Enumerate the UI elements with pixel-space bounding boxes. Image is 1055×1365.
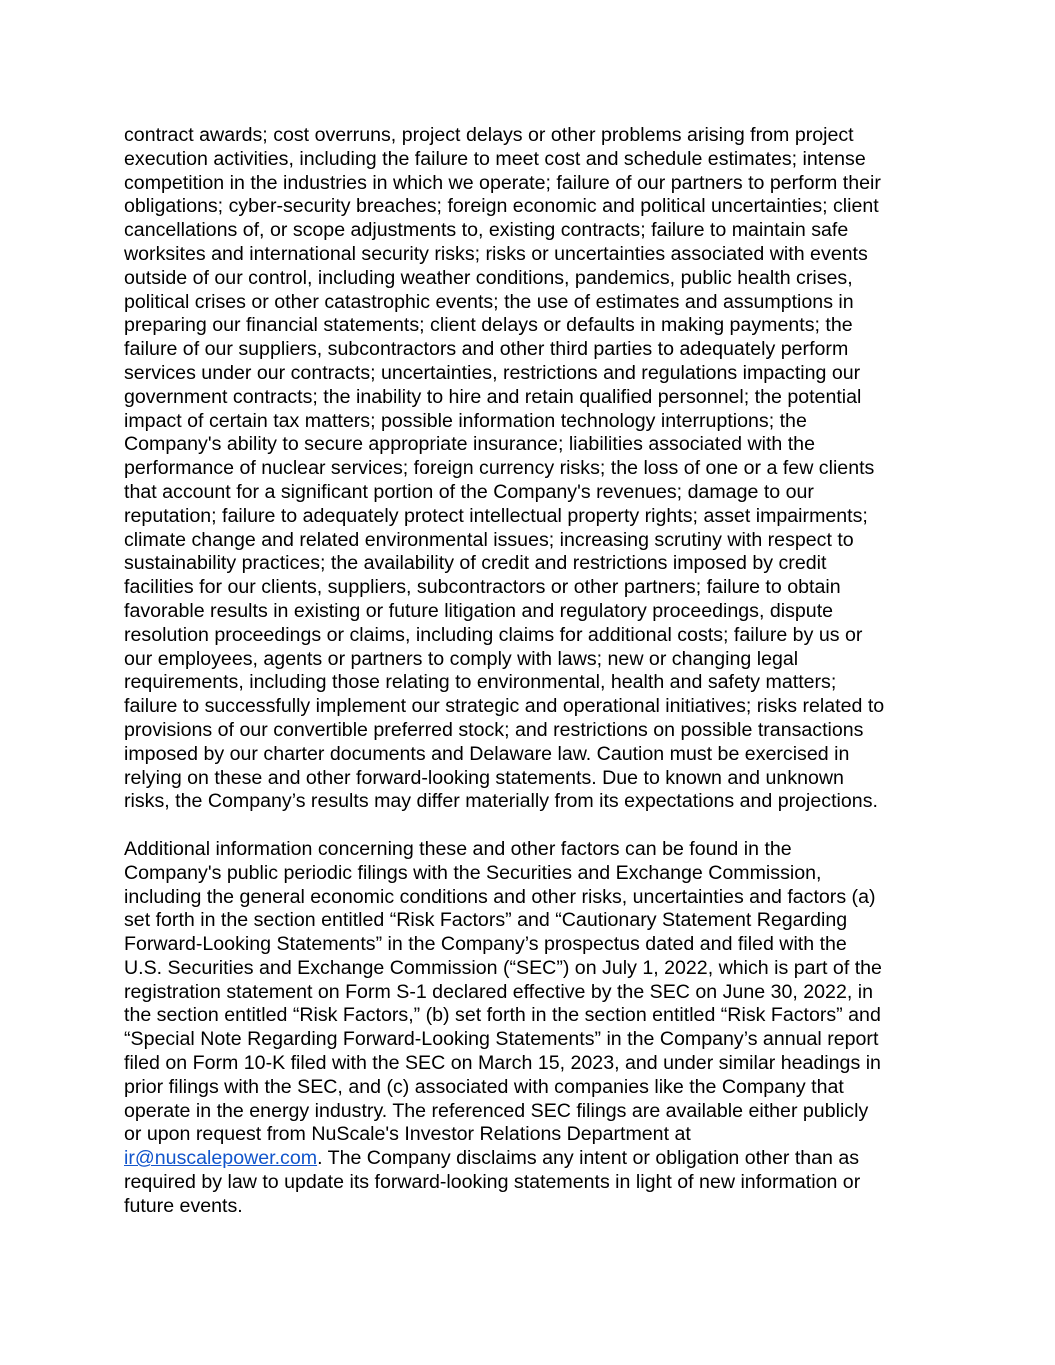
email-line-text: . The Company disclaims any intent or obligation other than as	[317, 1147, 860, 1170]
text-line: services under our contracts; uncertainties, restrictions and regulations impacting our	[124, 361, 861, 384]
text-line: contract awards; cost overruns, project delays or other problems arising from project	[124, 124, 854, 146]
text-line: the section entitled “Risk Factors,” (b) set forth in the section entitled “Risk Factors” and	[124, 1004, 881, 1027]
text-line: government contracts; the inability to hire and retain qualified personnel; the potential	[124, 385, 862, 408]
text-line: “Special Note Regarding Forward-Looking Statements” in the Company’s annual report	[124, 1028, 879, 1051]
additional-information-paragraph	[124, 838, 934, 1219]
text-line: or upon request from NuScale's Investor Relations Department at	[124, 1123, 691, 1146]
text-line: preparing our financial statements; client delays or defaults in making payments; the	[124, 314, 853, 337]
text-line: provisions of our convertible preferred stock; and restrictions on possible transactions	[124, 718, 864, 741]
text-line: worksites and international security risks; risks or uncertainties associated with events	[124, 242, 868, 265]
text-line: execution activities, including the failure to meet cost and schedule estimates; intense	[124, 147, 866, 170]
text-line: failure to successfully implement our strategic and operational initiatives; risks related to	[124, 695, 885, 718]
forward-looking-risks-paragraph	[124, 124, 934, 814]
text-line: that account for a significant portion of the Company's revenues; damage to our	[124, 480, 814, 503]
text-line: sustainability practices; the availability of credit and restrictions imposed by credit	[124, 552, 827, 575]
text-line: requirements, including those relating to environmental, health and safety matters;	[124, 671, 837, 694]
text-line: favorable results in existing or future litigation and regulatory proceedings, dispute	[124, 599, 834, 622]
text-line: set forth in the section entitled “Risk Factors” and “Cautionary Statement Regarding	[124, 909, 848, 932]
text-line: cancellations of, or scope adjustments to, existing contracts; failure to maintain safe	[124, 219, 849, 242]
text-line: outside of our control, including weather conditions, pandemics, public health crises,	[124, 266, 853, 289]
paragraph-gap	[124, 814, 934, 838]
text-line: future events.	[124, 1194, 243, 1217]
text-line: performance of nuclear services; foreign currency risks; the loss of one or a few clients	[124, 457, 875, 480]
text-line: prior filings with the SEC, and (c) associated with companies like the Company that	[124, 1075, 844, 1098]
text-line: registration statement on Form S-1 declared effective by the SEC on June 30, 2022, in	[124, 980, 873, 1003]
text-line: operate in the energy industry. The referenced SEC filings are available either publicly	[124, 1099, 869, 1122]
text-line: Company's ability to secure appropriate insurance; liabilities associated with the	[124, 433, 815, 456]
text-line: obligations; cyber-security breaches; foreign economic and political uncertainties; client	[124, 195, 879, 218]
document-page	[124, 124, 934, 1219]
text-line: imposed by our charter documents and Delaware law. Caution must be exercised in	[124, 742, 850, 765]
text-line: competition in the industries in which we operate; failure of our partners to perform their	[124, 171, 881, 194]
text-line: failure of our suppliers, subcontractors and other third parties to adequately perform	[124, 338, 849, 361]
text-line: political crises or other catastrophic events; the use of estimates and assumptions in	[124, 290, 854, 313]
text-line: climate change and related environmental issues; increasing scrutiny with respect to	[124, 528, 854, 551]
text-line: required by law to update its forward-looking statements in light of new information or	[124, 1171, 861, 1194]
email-line	[124, 1147, 934, 1171]
text-line: facilities for our clients, suppliers, subcontractors or other partners; failure to obtain	[124, 576, 841, 599]
text-line: Company's public periodic filings with the Securities and Exchange Commission,	[124, 861, 822, 884]
text-line: relying on these and other forward-looking statements. Due to known and unknown	[124, 766, 844, 789]
text-line: our employees, agents or partners to comply with laws; new or changing legal	[124, 647, 799, 670]
text-line: risks, the Company’s results may differ materially from its expectations and projections.	[124, 790, 878, 813]
text-line: filed on Form 10-K filed with the SEC on March 15, 2023, and under similar headings in	[124, 1052, 881, 1075]
text-line: Additional information concerning these and other factors can be found in the	[124, 837, 792, 860]
text-line: including the general economic conditions and other risks, uncertainties and factors (a)	[124, 885, 876, 908]
text-line: reputation; failure to adequately protect intellectual property rights; asset impairments;	[124, 504, 868, 527]
text-line: U.S. Securities and Exchange Commission (“SEC”) on July 1, 2022, which is part of the	[124, 956, 882, 979]
text-line: resolution proceedings or claims, including claims for additional costs; failure by us or	[124, 623, 863, 646]
text-line: Forward-Looking Statements” in the Company’s prospectus dated and filed with the	[124, 933, 847, 956]
investor-relations-email-link[interactable]: ir@nuscalepower.com	[124, 1147, 318, 1170]
text-line: impact of certain tax matters; possible information technology interruptions; the	[124, 409, 807, 432]
